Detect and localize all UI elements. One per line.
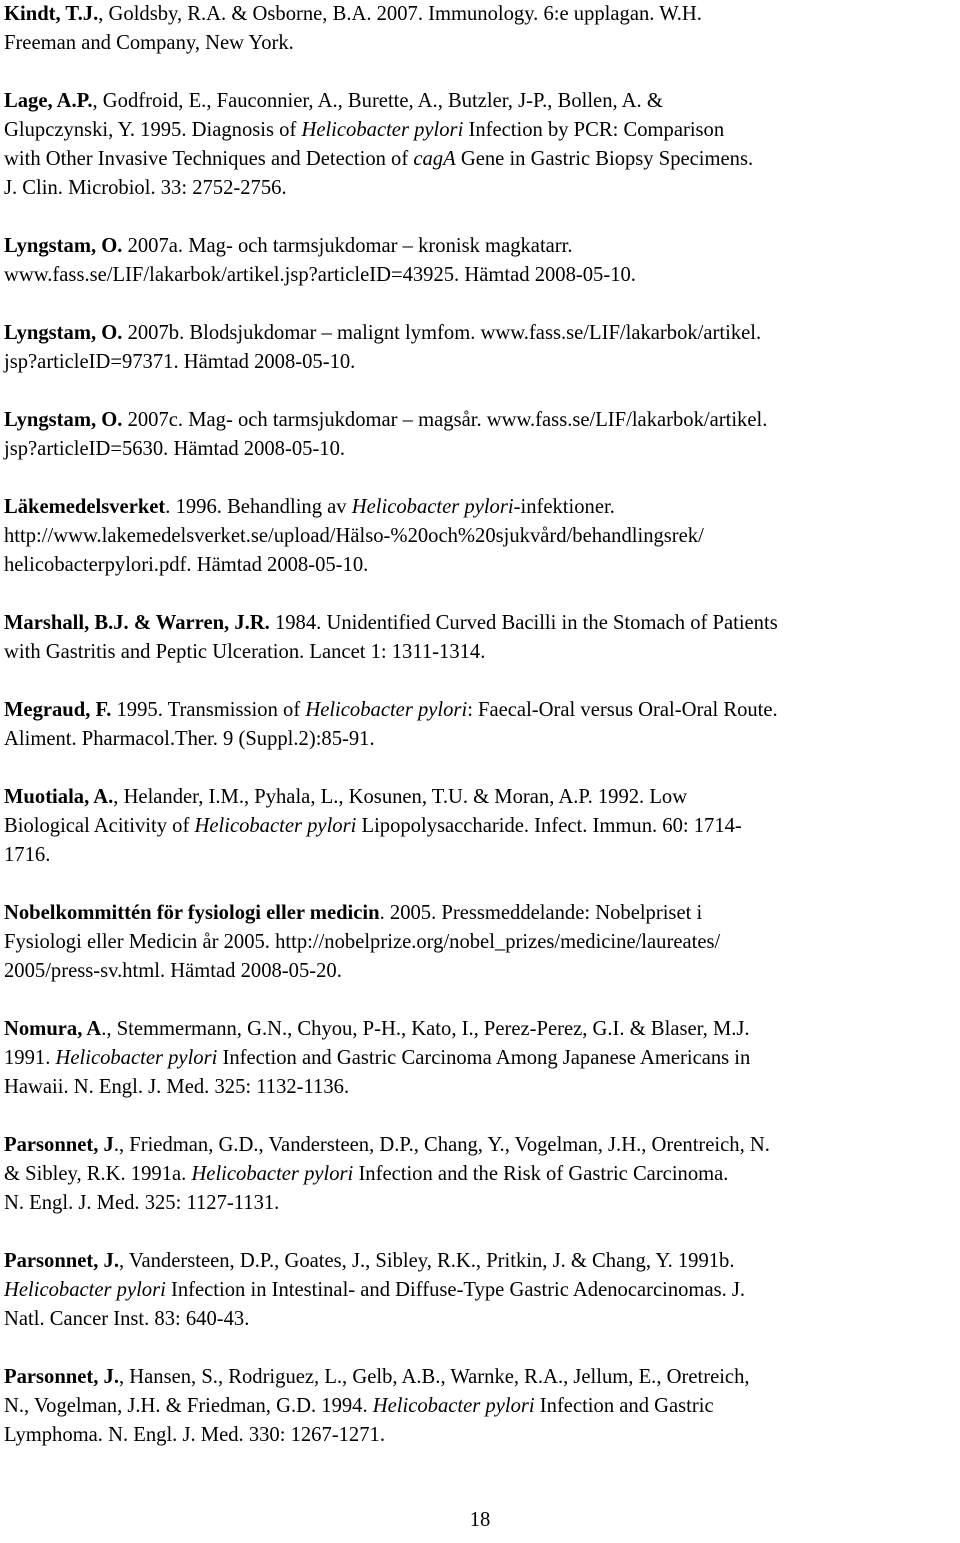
- reference-text: & Sibley, R.K. 1991a.: [4, 1163, 192, 1185]
- reference-line: [4, 841, 956, 870]
- reference-italic-term: Helicobacter pylori: [191, 1163, 354, 1185]
- reference-author: Muotiala, A.: [4, 786, 114, 808]
- reference-line: [4, 1044, 956, 1073]
- reference-text: Gene in Gastric Biopsy Specimens.: [455, 148, 754, 170]
- reference-text: . 1996. Behandling av: [165, 496, 352, 518]
- reference-author: Nobelkommittén för fysiologi eller medicin: [4, 902, 380, 924]
- reference-italic-term: Helicobacter pylori: [4, 1279, 166, 1301]
- reference-text: , Goldsby, R.A. & Osborne, B.A. 2007. Immunology. 6:e upplagan. W.H.: [98, 3, 702, 25]
- reference-line: [4, 1363, 956, 1392]
- reference-line: [4, 1305, 956, 1334]
- reference-entry-nomura-1991: [4, 1015, 956, 1102]
- reference-author: Lage, A.P.: [4, 90, 93, 112]
- reference-entry-lyngstam-2007c: [4, 406, 956, 464]
- reference-text: Hawaii. N. Engl. J. Med. 325: 1132-1136.: [4, 1076, 350, 1098]
- reference-line: [4, 783, 956, 812]
- reference-line: [4, 522, 956, 551]
- reference-text: 1991.: [4, 1047, 56, 1069]
- reference-entry-marshall-1984: [4, 609, 956, 667]
- reference-line: [4, 1073, 956, 1102]
- reference-text: , Helander, I.M., Pyhala, L., Kosunen, T.U. & Moran, A.P. 1992. Low: [113, 786, 688, 808]
- reference-author: Lyngstam, O.: [4, 409, 123, 431]
- reference-text: 1995. Transmission of: [111, 699, 306, 721]
- reference-line: [4, 725, 956, 754]
- reference-italic-term: cagA: [413, 148, 456, 170]
- reference-author: Parsonnet, J.: [4, 1250, 119, 1272]
- reference-text: Lipopolysaccharide. Infect. Immun. 60: 1714-: [356, 815, 742, 837]
- reference-author: Lyngstam, O.: [4, 235, 123, 257]
- reference-italic-term: Helicobacter pylori: [372, 1395, 535, 1417]
- reference-text: Infection and Gastric Carcinoma Among Japanese Americans in: [217, 1047, 751, 1069]
- reference-line: [4, 1015, 956, 1044]
- reference-entry-parsonnet-1991a: [4, 1131, 956, 1218]
- reference-line: [4, 87, 956, 116]
- reference-author: Megraud, F.: [4, 699, 112, 721]
- reference-text: , Godfroid, E., Fauconnier, A., Burette, A., Butzler, J-P., Bollen, A. &: [92, 90, 663, 112]
- reference-author: Parsonnet, J.: [4, 1366, 119, 1388]
- reference-text: 2005/press-sv.html. Hämtad 2008-05-20.: [4, 960, 342, 982]
- reference-text: N. Engl. J. Med. 325: 1127-1131.: [4, 1192, 280, 1214]
- reference-italic-term: Helicobacter pylori: [301, 119, 464, 141]
- reference-author: Nomura, A: [4, 1018, 102, 1040]
- reference-line: [4, 29, 956, 58]
- reference-line: [4, 696, 956, 725]
- reference-line: [4, 261, 956, 290]
- reference-author: Läkemedelsverket: [4, 496, 166, 518]
- reference-text: Infection and Gastric: [534, 1395, 714, 1417]
- reference-entry-parsonnet-1994: [4, 1363, 956, 1450]
- reference-line: [4, 899, 956, 928]
- reference-text: helicobacterpylori.pdf. Hämtad 2008-05-10.: [4, 554, 369, 576]
- reference-entry-parsonnet-1991b: [4, 1247, 956, 1334]
- reference-line: [4, 1392, 956, 1421]
- reference-text: ., Friedman, G.D., Vandersteen, D.P., Chang, Y., Vogelman, J.H., Orentreich, N.: [113, 1134, 770, 1156]
- reference-text: ., Stemmermann, G.N., Chyou, P-H., Kato, I., Perez-Perez, G.I. & Blaser, M.J.: [101, 1018, 750, 1040]
- reference-entry-nobel-2005: [4, 899, 956, 986]
- reference-line: [4, 174, 956, 203]
- reference-line: [4, 1189, 956, 1218]
- page-number: 18: [469, 1509, 491, 1531]
- reference-line: [4, 232, 956, 261]
- reference-line: [4, 0, 956, 29]
- reference-line: [4, 116, 956, 145]
- reference-entry-kindt-2007: [4, 0, 956, 58]
- reference-line: [4, 348, 956, 377]
- reference-italic-term: Helicobacter pylori: [351, 496, 514, 518]
- reference-line: [4, 1131, 956, 1160]
- reference-text: 2007a. Mag- och tarmsjukdomar – kronisk magkatarr.: [122, 235, 573, 257]
- reference-text: with Other Invasive Techniques and Detection of: [4, 148, 414, 170]
- reference-text: N., Vogelman, J.H. & Friedman, G.D. 1994.: [4, 1395, 373, 1417]
- reference-text: jsp?articleID=97371. Hämtad 2008-05-10.: [4, 351, 356, 373]
- reference-text: 1984. Unidentified Curved Bacilli in the Stomach of Patients: [269, 612, 778, 634]
- reference-entry-lage-1995: [4, 87, 956, 203]
- reference-italic-term: Helicobacter pylori: [55, 1047, 218, 1069]
- reference-entry-muotiala-1992: [4, 783, 956, 870]
- reference-line: [4, 609, 956, 638]
- reference-line: [4, 812, 956, 841]
- reference-text: . 2005. Pressmeddelande: Nobelpriset i: [379, 902, 703, 924]
- reference-author: Marshall, B.J. & Warren, J.R.: [4, 612, 270, 634]
- reference-italic-term: Helicobacter pylori: [194, 815, 357, 837]
- reference-text: 2007b. Blodsjukdomar – malignt lymfom. www.fass.se/LIF/lakarbok/artikel.: [122, 322, 762, 344]
- reference-text: J. Clin. Microbiol. 33: 2752-2756.: [4, 177, 287, 199]
- reference-line: [4, 1421, 956, 1450]
- reference-text: Biological Acitivity of: [4, 815, 195, 837]
- reference-line: [4, 638, 956, 667]
- reference-line: [4, 319, 956, 348]
- reference-text: http://www.lakemedelsverket.se/upload/Hälso-%20och%20sjukvård/behandlingsrek/: [4, 525, 704, 547]
- reference-text: Infection and the Risk of Gastric Carcinoma.: [353, 1163, 729, 1185]
- reference-line: [4, 145, 956, 174]
- reference-text: Glupczynski, Y. 1995. Diagnosis of: [4, 119, 302, 141]
- reference-author: Lyngstam, O.: [4, 322, 123, 344]
- reference-entry-lyngstam-2007a: [4, 232, 956, 290]
- reference-text: Infection by PCR: Comparison: [463, 119, 725, 141]
- reference-text: Fysiologi eller Medicin år 2005. http://nobelprize.org/nobel_prizes/medicine/laureates/: [4, 931, 721, 953]
- reference-text: : Faecal-Oral versus Oral-Oral Route.: [467, 699, 778, 721]
- reference-text: with Gastritis and Peptic Ulceration. Lancet 1: 1311-1314.: [4, 641, 486, 663]
- reference-author: Kindt, T.J.: [4, 3, 99, 25]
- reference-text: Infection in Intestinal- and Diffuse-Type Gastric Adenocarcinomas. J.: [165, 1279, 746, 1301]
- reference-text: jsp?articleID=5630. Hämtad 2008-05-10.: [4, 438, 346, 460]
- reference-line: [4, 1160, 956, 1189]
- reference-line: [4, 928, 956, 957]
- reference-text: 1716.: [4, 844, 51, 866]
- reference-line: [4, 493, 956, 522]
- reference-list: [4, 0, 956, 1450]
- reference-line: [4, 406, 956, 435]
- reference-line: [4, 957, 956, 986]
- reference-text: , Hansen, S., Rodriguez, L., Gelb, A.B., Warnke, R.A., Jellum, E., Oretreich,: [118, 1366, 750, 1388]
- reference-text: Natl. Cancer Inst. 83: 640-43.: [4, 1308, 250, 1330]
- reference-text: , Vandersteen, D.P., Goates, J., Sibley, R.K., Pritkin, J. & Chang, Y. 1991b.: [118, 1250, 735, 1272]
- reference-italic-term: Helicobacter pylori: [305, 699, 468, 721]
- reference-line: [4, 1247, 956, 1276]
- reference-text: Lymphoma. N. Engl. J. Med. 330: 1267-1271.: [4, 1424, 385, 1446]
- reference-entry-lyngstam-2007b: [4, 319, 956, 377]
- reference-author: Parsonnet, J: [4, 1134, 114, 1156]
- reference-entry-lakemedelsverket-1996: [4, 493, 956, 580]
- reference-line: [4, 1276, 956, 1305]
- reference-line: [4, 551, 956, 580]
- reference-text: www.fass.se/LIF/lakarbok/artikel.jsp?articleID=43925. Hämtad 2008-05-10.: [4, 264, 636, 286]
- reference-text: -infektioner.: [513, 496, 615, 518]
- reference-line: [4, 435, 956, 464]
- reference-entry-megraud-1995: [4, 696, 956, 754]
- reference-text: Freeman and Company, New York.: [4, 32, 294, 54]
- reference-text: 2007c. Mag- och tarmsjukdomar – magsår. www.fass.se/LIF/lakarbok/artikel.: [122, 409, 768, 431]
- reference-text: Aliment. Pharmacol.Ther. 9 (Suppl.2):85-91.: [4, 728, 375, 750]
